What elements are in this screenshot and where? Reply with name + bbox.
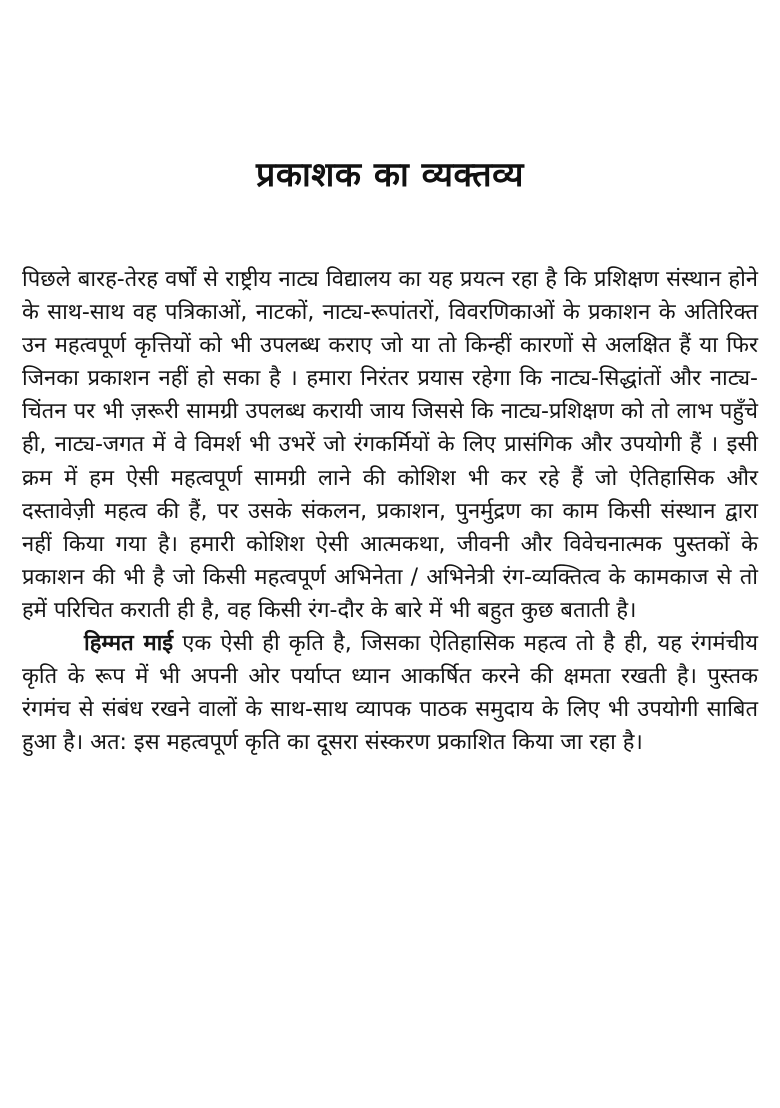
paragraph-2 [22, 627, 758, 759]
paragraph-1: पिछले बारह-तेरह वर्षों से राष्ट्रीय नाट्य विद्यालय का यह प्रयत्न रहा है कि प्रशिक्षण संस्थान होने के साथ-साथ वह पत्रिकाओं, नाटकों, नाट्य-रूपांतरों, विवरणिकाओं के प्रकाशन के अतिरिक्त उन महत्वपूर्ण कृत्तियों को भी उपलब्ध कराए जो या तो किन्हीं कारणों से अलक्षित हैं या फिर जिनका प्रकाशन नहीं हो सका है । हमारा निरंतर प्रयास रहेगा कि नाट्य-सिद्धांतों और नाट्य-चिंतन पर भी ज़रूरी सामग्री उपलब्ध करायी जाय जिससे कि नाट्य-प्रशिक्षण को तो लाभ पहुँचे ही, नाट्य-जगत में वे विमर्श भी उभरें जो रंगकर्मियों के लिए प्रासंगिक और उपयोगी हैं । इसी क्रम में हम ऐसी महत्वपूर्ण सामग्री लाने की कोशिश भी कर रहे हैं जो ऐतिहासिक और दस्तावेज़ी महत्व की हैं, पर उसके संकलन, प्रकाशन, पुनर्मुद्रण का काम किसी संस्थान द्वारा नहीं किया गया है। हमारी कोशिश ऐसी आत्मकथा, जीवनी और विवेचनात्मक पुस्तकों के प्रकाशन की भी है जो किसी महत्वपूर्ण अभिनेता / अभिनेत्री रंग-व्यक्तित्व के कामकाज से तो हमें परिचित कराती ही है, वह किसी रंग-दौर के बारे में भी बहुत कुछ बताती है। [22, 267, 758, 623]
body-text [22, 263, 758, 759]
book-title-bold: हिम्मत माई [84, 631, 174, 657]
paragraph-2-text: एक ऐसी ही कृति है, जिसका ऐतिहासिक महत्व तो है ही, यह रंगमंचीय कृति के रूप में भी अपनी ओर पर्याप्त ध्यान आकर्षित करने की क्षमता रखती है। पुस्तक रंगमंच से संबंध रखने वालों के साथ-साथ व्यापक पाठक समुदाय के लिए भी उपयोगी साबित हुआ है। अत: इस महत्वपूर्ण कृति का दूसरा संस्करण प्रकाशित किया जा रहा है। [22, 631, 758, 756]
page-title: प्रकाशक का व्यक्तव्य [256, 155, 524, 195]
